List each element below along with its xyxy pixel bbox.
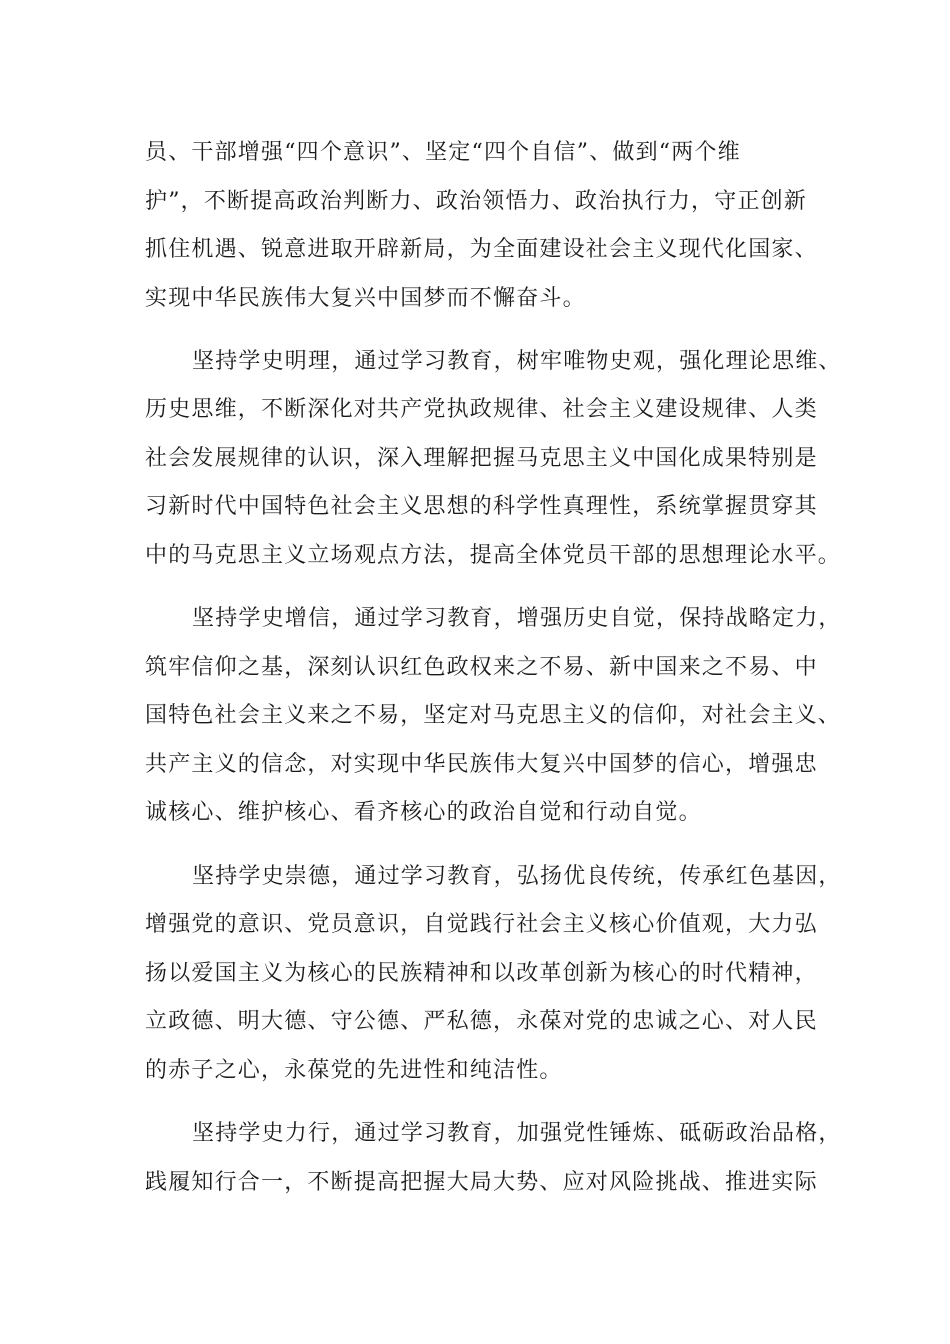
text-line: 国特色社会主义来之不易，坚定对马克思主义的信仰，对社会主义、 — [145, 703, 842, 728]
text-line: 立政德、明大德、守公德、严私德，永葆对党的忠诚之心、对人民 — [145, 1009, 818, 1034]
paragraph-first-line: 坚持学史崇德，通过学习教育，弘扬优良传统，传承红色基因， — [192, 864, 842, 889]
text-line: 筑牢信仰之基，深刻认识红色政权来之不易、新中国来之不易、中 — [145, 655, 818, 680]
paragraph-first-line: 坚持学史力行，通过学习教育，加强党性锤炼、砥砺政治品格， — [192, 1121, 842, 1146]
paragraph-first-line: 坚持学史明理，通过学习教育，树牢唯物史观，强化理论思维、 — [192, 349, 842, 374]
text-line: 诚核心、维护核心、看齐核心的政治自觉和行动自觉。 — [145, 800, 702, 825]
text-line: 社会发展规律的认识，深入理解把握马克思主义中国化成果特别是 — [145, 446, 818, 471]
text-line: 践履知行合一，不断提高把握大局大势、应对风险挑战、推进实际 — [145, 1170, 818, 1195]
text-line: 实现中华民族伟大复兴中国梦而不懈奋斗。 — [145, 286, 586, 311]
text-line: 扬以爱国主义为核心的民族精神和以改革创新为核心的时代精神， — [145, 961, 818, 986]
text-line: 中的马克思主义立场观点方法，提高全体党员干部的思想理论水平。 — [145, 543, 842, 568]
text-line: 增强党的意识、党员意识，自觉践行社会主义核心价值观，大力弘 — [145, 912, 818, 937]
text-line: 员、干部增强“四个意识”、坚定“四个自信”、做到“两个维 — [145, 140, 741, 165]
text-line: 护”，不断提高政治判断力、政治领悟力、政治执行力，守正创新 — [145, 189, 808, 214]
text-line: 习新时代中国特色社会主义思想的科学性真理性，系统掌握贯穿其 — [145, 494, 818, 519]
paragraph-first-line: 坚持学史增信，通过学习教育，增强历史自觉，保持战略定力， — [192, 606, 842, 631]
text-line: 历史思维，不断深化对共产党执政规律、社会主义建设规律、人类 — [145, 397, 818, 422]
text-line: 的赤子之心，永葆党的先进性和纯洁性。 — [145, 1058, 563, 1083]
text-line: 抓住机遇、锐意进取开辟新局，为全面建设社会主义现代化国家、 — [145, 237, 818, 262]
text-line: 共产主义的信念，对实现中华民族伟大复兴中国梦的信心，增强忠 — [145, 752, 818, 777]
